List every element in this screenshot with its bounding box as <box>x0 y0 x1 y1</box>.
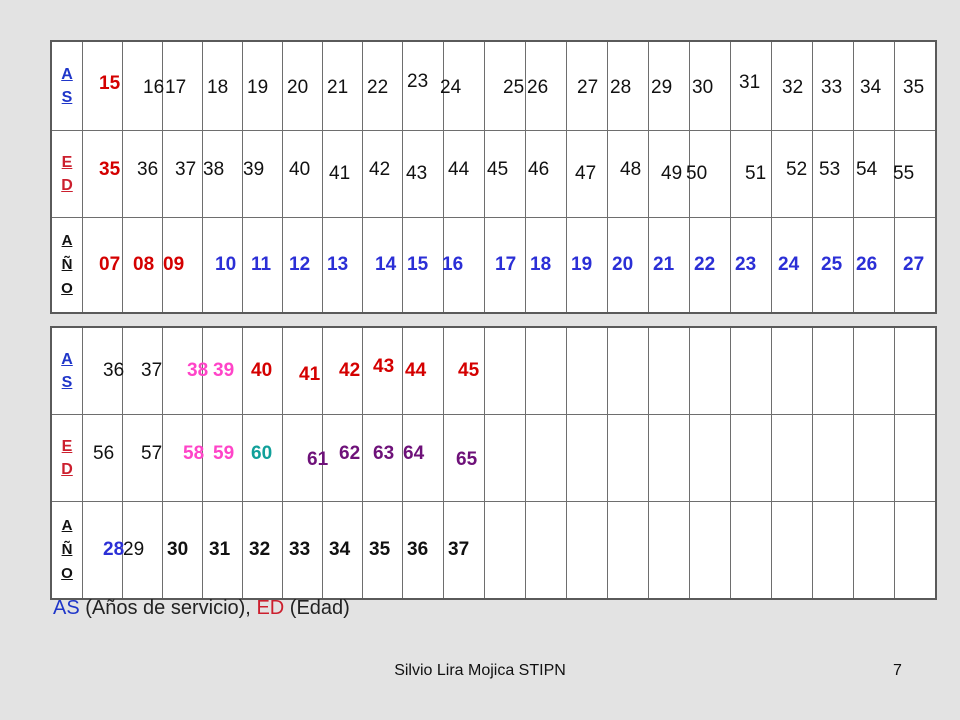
as-cell <box>813 327 854 415</box>
ed-cell <box>731 415 772 502</box>
as-cell: 41 <box>283 327 323 415</box>
ano-cell: 16 <box>444 218 485 314</box>
ed-cell: 63 <box>363 415 403 502</box>
as-cell: 15 <box>83 41 123 131</box>
years-table-bottom <box>50 326 937 600</box>
ed-header-cell <box>51 131 83 218</box>
ano-cell: 12 <box>283 218 323 314</box>
ed-cell: 57 <box>123 415 163 502</box>
ano-cell: 19 <box>567 218 608 314</box>
ano-cell <box>854 502 895 600</box>
ed-row-top <box>51 131 936 218</box>
ed-cell: 50 <box>690 131 731 218</box>
ano-cell: 07 <box>83 218 123 314</box>
as-cell: 42 <box>323 327 363 415</box>
ed-cell <box>608 415 649 502</box>
ed-cell: 59 <box>203 415 243 502</box>
as-cell <box>772 327 813 415</box>
ed-cell: 60 <box>243 415 283 502</box>
ano-cell: 29 <box>123 502 163 600</box>
ano-cell: 24 <box>772 218 813 314</box>
as-cell: 17 <box>163 41 203 131</box>
as-cell: 20 <box>283 41 323 131</box>
ano-cell: 35 <box>363 502 403 600</box>
ed-cell: 41 <box>323 131 363 218</box>
as-cell: 16 <box>123 41 163 131</box>
ed-cell <box>526 415 567 502</box>
as-cell: 22 <box>363 41 403 131</box>
ed-cell: 38 <box>203 131 243 218</box>
ano-cell: 09 <box>163 218 203 314</box>
as-label-s: S <box>61 374 73 391</box>
as-cell: 44 <box>403 327 444 415</box>
ed-cell <box>690 415 731 502</box>
as-row-bottom <box>51 327 936 415</box>
ano-cell <box>813 502 854 600</box>
ed-cell: 45 <box>485 131 526 218</box>
as-cell <box>608 327 649 415</box>
ed-label-d: D <box>61 177 73 194</box>
ano-cell: 23 <box>731 218 772 314</box>
as-header-cell <box>51 327 83 415</box>
as-cell: 21 <box>323 41 363 131</box>
as-cell <box>690 327 731 415</box>
legend-ed-abbr: ED <box>256 597 285 619</box>
ano-label-o: O <box>61 565 73 582</box>
ano-cell <box>895 502 937 600</box>
ano-label-a: A <box>61 517 73 534</box>
ed-cell: 44 <box>444 131 485 218</box>
as-cell <box>731 327 772 415</box>
ano-cell: 14 <box>363 218 403 314</box>
ano-cell: 33 <box>283 502 323 600</box>
ano-cell: 34 <box>323 502 363 600</box>
as-cell: 29 <box>649 41 690 131</box>
ed-cell: 37 <box>163 131 203 218</box>
ed-cell: 58 <box>163 415 203 502</box>
ano-label-o: O <box>61 280 73 297</box>
ano-cell: 32 <box>243 502 283 600</box>
ed-cell <box>854 415 895 502</box>
ano-cell <box>690 502 731 600</box>
ano-cell: 15 <box>403 218 444 314</box>
as-cell <box>854 327 895 415</box>
as-cell <box>649 327 690 415</box>
ano-cell: 22 <box>690 218 731 314</box>
ano-cell <box>567 502 608 600</box>
ano-cell: 25 <box>813 218 854 314</box>
ed-cell <box>772 415 813 502</box>
legend-ed-text: (Edad) <box>289 597 350 619</box>
as-cell: 24 <box>444 41 485 131</box>
ed-cell: 39 <box>243 131 283 218</box>
ano-cell: 17 <box>485 218 526 314</box>
ano-cell: 11 <box>243 218 283 314</box>
as-cell: 43 <box>363 327 403 415</box>
ano-cell: 20 <box>608 218 649 314</box>
as-cell: 35 <box>895 41 937 131</box>
ano-header-cell <box>51 218 83 314</box>
ed-cell: 47 <box>567 131 608 218</box>
ano-cell: 37 <box>444 502 485 600</box>
as-cell: 18 <box>203 41 243 131</box>
ano-cell <box>649 502 690 600</box>
ed-cell: 48 <box>608 131 649 218</box>
ano-header-cell <box>51 502 83 600</box>
ano-cell: 26 <box>854 218 895 314</box>
as-cell: 32 <box>772 41 813 131</box>
ed-cell: 36 <box>123 131 163 218</box>
ed-cell: 42 <box>363 131 403 218</box>
as-cell <box>895 327 937 415</box>
ed-cell: 52 <box>772 131 813 218</box>
ano-cell: 13 <box>323 218 363 314</box>
as-cell: 38 <box>163 327 203 415</box>
ano-row-top <box>51 218 936 314</box>
as-cell: 27 <box>567 41 608 131</box>
ano-label-n: Ñ <box>61 256 73 273</box>
ano-cell: 10 <box>203 218 243 314</box>
as-label-a: A <box>61 66 73 83</box>
ed-cell <box>649 415 690 502</box>
as-cell: 39 <box>203 327 243 415</box>
ed-cell <box>813 415 854 502</box>
ed-cell: 51 <box>731 131 772 218</box>
ano-cell <box>608 502 649 600</box>
as-cell: 34 <box>854 41 895 131</box>
as-cell: 37 <box>123 327 163 415</box>
as-cell <box>526 327 567 415</box>
as-cell: 25 <box>485 41 526 131</box>
ano-cell <box>526 502 567 600</box>
ed-label-d: D <box>61 461 73 478</box>
as-header-cell <box>51 41 83 131</box>
footer-author: Silvio Lira Mojica STIPN <box>394 662 566 679</box>
ed-cell: 40 <box>283 131 323 218</box>
ed-cell: 54 <box>854 131 895 218</box>
legend-as-abbr: AS <box>53 597 80 619</box>
ed-cell: 61 <box>283 415 323 502</box>
ed-cell <box>567 415 608 502</box>
ano-label-n: Ñ <box>61 541 73 558</box>
as-cell: 36 <box>83 327 123 415</box>
ano-cell: 31 <box>203 502 243 600</box>
ano-cell <box>485 502 526 600</box>
ed-cell: 43 <box>403 131 444 218</box>
ano-cell <box>731 502 772 600</box>
legend <box>53 597 350 620</box>
ano-cell <box>772 502 813 600</box>
as-cell: 26 <box>526 41 567 131</box>
ano-cell: 36 <box>403 502 444 600</box>
ano-cell: 21 <box>649 218 690 314</box>
as-cell: 19 <box>243 41 283 131</box>
ed-cell: 46 <box>526 131 567 218</box>
ed-cell: 65 <box>444 415 485 502</box>
ed-cell: 35 <box>83 131 123 218</box>
page-number: 7 <box>893 662 902 679</box>
as-label-a: A <box>61 351 73 368</box>
as-cell: 30 <box>690 41 731 131</box>
ed-row-bottom <box>51 415 936 502</box>
ano-row-bottom <box>51 502 936 600</box>
ed-cell: 56 <box>83 415 123 502</box>
ed-header-cell <box>51 415 83 502</box>
ano-cell: 28 <box>83 502 123 600</box>
as-cell: 28 <box>608 41 649 131</box>
as-cell: 31 <box>731 41 772 131</box>
ano-cell: 18 <box>526 218 567 314</box>
ed-cell: 53 <box>813 131 854 218</box>
as-cell: 33 <box>813 41 854 131</box>
ed-label-e: E <box>61 438 73 455</box>
ano-label-a: A <box>61 232 73 249</box>
legend-as-text: (Años de servicio), <box>85 597 251 619</box>
ed-label-e: E <box>61 154 73 171</box>
ed-cell: 49 <box>649 131 690 218</box>
ed-cell <box>895 415 937 502</box>
ed-cell: 62 <box>323 415 363 502</box>
as-cell: 40 <box>243 327 283 415</box>
as-cell: 45 <box>444 327 485 415</box>
as-label-s: S <box>61 89 73 106</box>
as-cell: 23 <box>403 41 444 131</box>
ed-cell: 64 <box>403 415 444 502</box>
ano-cell: 27 <box>895 218 937 314</box>
ano-cell: 30 <box>163 502 203 600</box>
years-table-top <box>50 40 937 314</box>
as-cell <box>567 327 608 415</box>
as-row-top <box>51 41 936 131</box>
ed-cell: 55 <box>895 131 937 218</box>
ano-cell: 08 <box>123 218 163 314</box>
